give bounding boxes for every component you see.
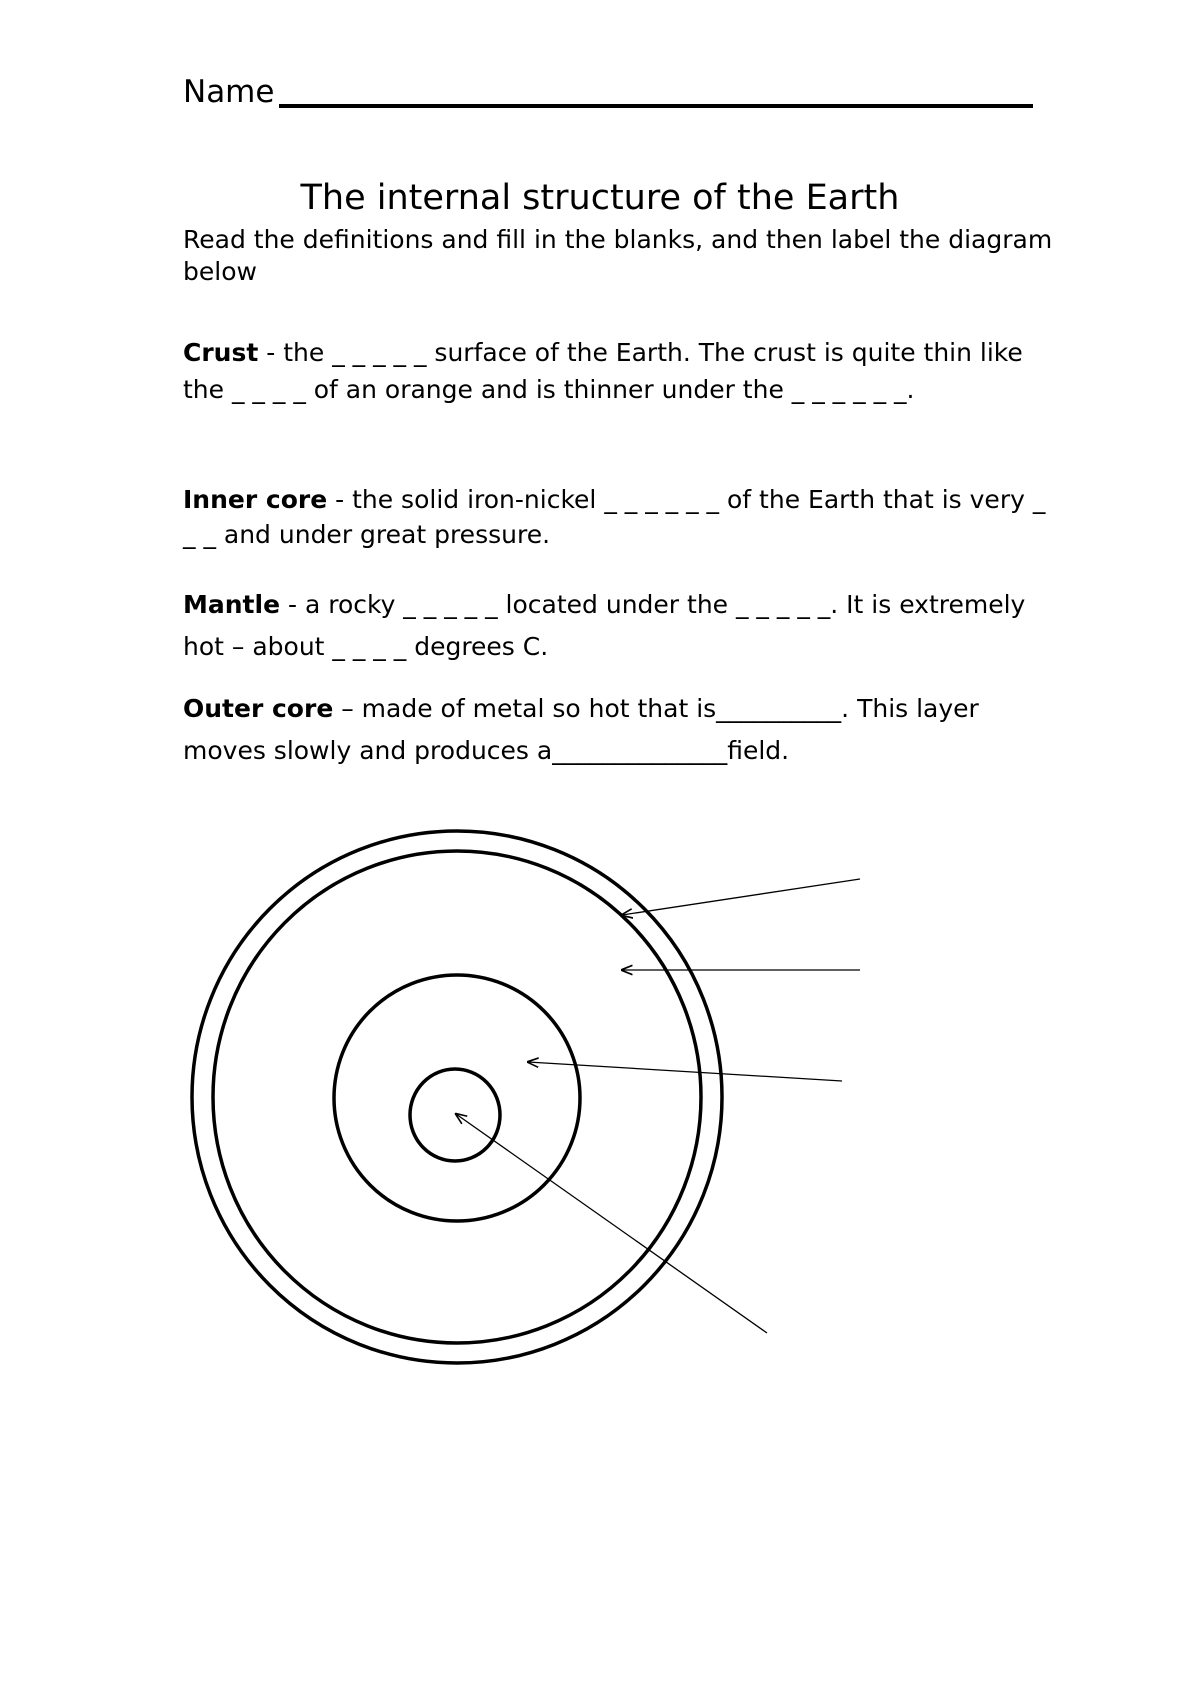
definition-text-inner-core: - the solid iron-nickel _ _ _ _ _ _ of the Earth that is very _ _ _ and under great pressure. — [183, 485, 1046, 549]
crust-inner-circle — [213, 851, 701, 1343]
definition-term-inner-core: Inner core — [183, 485, 328, 514]
label-arrow-inner-core — [456, 1114, 767, 1333]
crust-outer-circle — [192, 831, 722, 1363]
definition-term-crust: Crust — [183, 338, 259, 367]
instructions: Read the definitions and fill in the blanks, and then label the diagram below — [183, 225, 1053, 286]
definition-text-mantle: - a rocky _ _ _ _ _ located under the _ _ _ _ _. It is extremely hot – about _ _ _ _ degrees C. — [183, 590, 1026, 661]
definition-text-outer-core: – made of metal so hot that is__________. This layer moves slowly and produces a______________field. — [183, 694, 979, 765]
label-arrow-outer-core — [528, 1062, 842, 1081]
definition-term-mantle: Mantle — [183, 590, 281, 619]
name-label: Name — [183, 74, 275, 110]
definition-term-outer-core: Outer core — [183, 694, 334, 723]
page-title: The internal structure of the Earth — [300, 178, 900, 218]
outer-core-circle — [334, 975, 580, 1221]
label-arrow-crust — [622, 879, 860, 915]
definition-text-crust: - the _ _ _ _ _ surface of the Earth. The crust is quite thin like the _ _ _ _ of an orange and is thinner under the _ _ _ _ _ _. — [183, 338, 1023, 404]
inner-core-circle — [410, 1069, 500, 1161]
